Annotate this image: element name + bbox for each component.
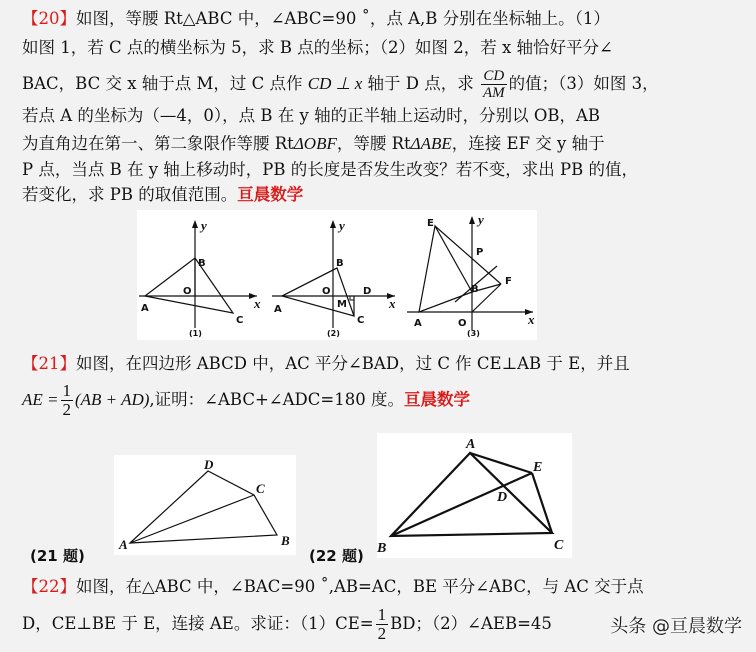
svg-text:y: y	[478, 212, 484, 227]
math-cd-perp-x: CD ⊥ x	[307, 74, 363, 93]
p22-line1: 【22】如图，在△ABC 中，∠BAC=90 ˚,AB=AC，BE 平分∠ABC，与 AC 交于点	[22, 577, 644, 596]
p21-line2: AE = $\frac{1}{2}$ (AB + AD),证明：∠ABC+∠ADC=180 度。亘晨数学	[22, 381, 470, 419]
figure-2	[272, 218, 396, 338]
fraction-one-half: $\frac{1}{2}$	[62, 381, 71, 419]
svg-text:E: E	[427, 218, 434, 229]
figure-3	[407, 212, 535, 338]
svg-text:A: A	[414, 318, 422, 329]
p20-line6: P 点，当点 B 在 y 轴上移动时，PB 的长度是否发生改变？若不变，求出 PB 的值，	[22, 160, 638, 179]
svg-text:A: A	[466, 437, 476, 452]
svg-text:M: M	[337, 299, 347, 310]
svg-text:x: x	[389, 296, 396, 311]
svg-text:x: x	[528, 312, 535, 327]
svg-text:A: A	[119, 537, 128, 552]
p20-line3: BAC，BC 交 x 轴于点 M，过 C 点作 CD ⊥ x 轴于 D 点，求 $\frac{CD}{AM}$ 的值；（3）如图 3，	[22, 68, 659, 101]
svg-text:(1): (1)	[189, 329, 202, 338]
p20-tag: 【20】	[22, 9, 76, 28]
p20-line5: 为直角边在第一、第二象限作等腰 RtΔOBF，等腰 RtΔABE，连接 EF 交 y 轴于	[22, 134, 605, 153]
svg-text:C: C	[236, 315, 244, 326]
svg-text:D: D	[363, 286, 372, 297]
fraction-one-half-22: $\frac{1}{2}$	[377, 605, 387, 643]
svg-text:B: B	[471, 284, 479, 295]
svg-text:x: x	[254, 296, 261, 311]
watermark: 头条 @亘晨数学	[610, 616, 742, 637]
figure-22	[377, 433, 572, 558]
fraction-cd-am: $\frac{CD}{AM}$	[482, 68, 505, 101]
svg-text:y: y	[339, 218, 345, 233]
p20-line7: 若变化，求 PB 的取值范围。亘晨数学	[22, 185, 304, 204]
svg-text:C: C	[554, 538, 564, 553]
svg-text:A: A	[141, 303, 149, 314]
svg-text:O: O	[183, 286, 192, 297]
svg-text:B: B	[198, 258, 206, 269]
figure-21	[114, 455, 296, 555]
svg-text:O: O	[458, 318, 467, 329]
p21-tag: 【21】	[22, 354, 76, 373]
svg-text:F: F	[505, 276, 512, 287]
p21-line1: 【21】如图，在四边形 ABCD 中，AC 平分∠BAD，过 C 作 CE⊥AB 于 E，并且	[22, 354, 630, 373]
p20-line1: 【20】如图，等腰 Rt△ABC 中，∠ABC=90 ˚，点 A,B 分别在坐标轴上。（1）	[22, 9, 610, 28]
svg-text:(2): (2)	[327, 329, 340, 338]
brand-label-20: 亘晨数学	[237, 185, 304, 204]
svg-text:D: D	[497, 490, 508, 505]
svg-text:A: A	[274, 304, 282, 315]
svg-text:C: C	[256, 481, 265, 496]
p22-tag: 【22】	[22, 577, 76, 596]
svg-text:P: P	[476, 247, 484, 258]
p20-line2: 如图 1，若 C 点的横坐标为 5，求 B 点的坐标；（2）如图 2，若 x 轴恰好平分∠	[22, 38, 613, 57]
caption-22: (22 题)	[309, 547, 364, 565]
svg-text:E: E	[533, 460, 543, 475]
svg-text:B: B	[336, 258, 344, 269]
svg-text:O: O	[322, 286, 331, 297]
svg-text:(3): (3)	[467, 329, 480, 338]
caption-21: (21 题)	[30, 547, 85, 565]
svg-text:y: y	[201, 218, 207, 233]
svg-text:D: D	[204, 457, 214, 472]
svg-text:B: B	[281, 533, 290, 548]
svg-text:B: B	[377, 541, 387, 556]
svg-text:C: C	[357, 315, 365, 326]
p22-line2: D，CE⊥BE 于 E，连接 AE。求证：（1）CE= $\frac{1}{2}$ BD；（2）∠AEB=45	[22, 605, 552, 643]
figure-p20	[137, 210, 537, 340]
brand-label-21: 亘晨数学	[403, 390, 470, 409]
p20-line4: 若点 A 的坐标为（—4，0），点 B 在 y 轴的正半轴上运动时，分别以 OB，AB	[22, 106, 601, 125]
figure-1	[139, 218, 261, 338]
